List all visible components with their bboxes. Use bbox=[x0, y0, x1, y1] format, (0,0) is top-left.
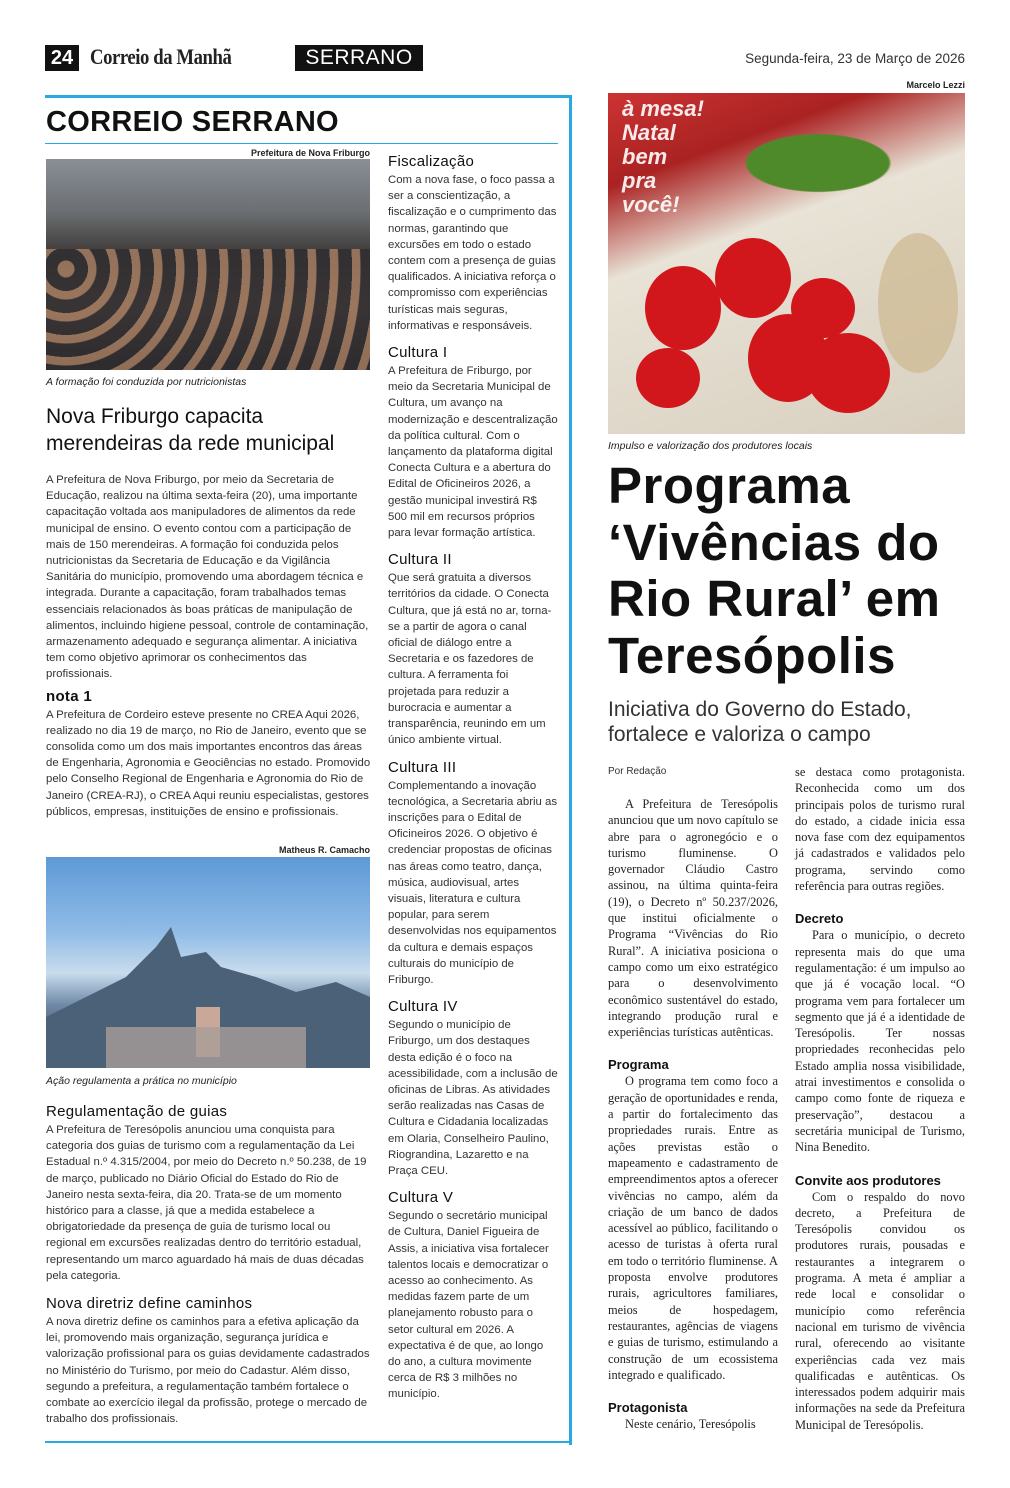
photo-strawberries bbox=[608, 93, 965, 434]
note-text: Segundo o secretário municipal de Cultura, Daniel Figueira de Assis, a iniciativa visa fortalecer talentos locais e democratizar o acesso ao conhecimento. As medidas fazem parte de um planejamento robusto para o setor cultural em 2026. A expectativa é de que, ao longo do ano, a cultura movimente cerca de R$ 3 milhões no município. bbox=[388, 1210, 549, 1401]
kicker-divider bbox=[45, 143, 558, 144]
note-text: Com a nova fase, o foco passa a ser a conscientização, a fiscalização e o cumprimento das normas, garantindo que excursões em todo o estado contem com a presença de guias qualificados. A iniciativa reforça o compromisso com experiências turísticas mais seguras, informativas e responsáveis. bbox=[388, 174, 557, 332]
note-title: nota 1 bbox=[46, 687, 92, 705]
photo-mountain-city bbox=[46, 857, 370, 1068]
photo-training-audience bbox=[46, 159, 370, 370]
subheading: Regulamentação de guias bbox=[46, 1103, 228, 1120]
note-text: Complementando a inovação tecnológica, a Secretaria abriu as inscrições para o Edital de Oficineiros 2026. O objetivo é credenciar propostas de oficinas nas áreas como teatro, dança, música, audiovisual, artes visuais, literatura e cultura popular, para serem desenvolvidas nos equipamentos da cultura e demais espaços culturais do município de Friburgo. bbox=[388, 779, 558, 986]
note-heading: Cultura III bbox=[388, 758, 457, 776]
issue-date: Segunda-feira, 23 de Março de 2026 bbox=[745, 51, 965, 66]
notes-column bbox=[388, 152, 558, 1403]
byline: Por Redação bbox=[608, 766, 667, 777]
paragraph: Neste cenário, Teresópolis bbox=[625, 1417, 756, 1432]
note-heading: Cultura II bbox=[388, 551, 452, 569]
section-label: SERRANO bbox=[295, 45, 423, 71]
photo-caption: A formação foi conduzida por nutricionistas bbox=[46, 376, 247, 388]
article-title: Nova Friburgo capacita merendeiras da rede municipal bbox=[46, 405, 335, 455]
photo-credit: Matheus R. Camacho bbox=[278, 845, 370, 855]
section-rule-bottom bbox=[45, 1441, 572, 1443]
article-regulation bbox=[46, 1096, 371, 1427]
note-heading: Fiscalização bbox=[388, 153, 475, 170]
section-rule-right bbox=[569, 95, 572, 1445]
newspaper-logo: Correio da Manhã bbox=[90, 44, 232, 69]
note-text: Segundo o município de Friburgo, um dos destaques desta edição é o foco na acessibilidade, com a inclusão de oficinas de Libras. As atividades serão realizadas nas Casas de Cultura e Cidadania localizadas em Olaria, Conselheiro Paulino, Riograndina, Lazaretto e na Praça CEU. bbox=[388, 1019, 558, 1177]
photo-credit: Prefeitura de Nova Friburgo bbox=[250, 148, 370, 158]
photo-sign-text: à mesa! Natal bem pra você! bbox=[622, 96, 704, 217]
paragraph: O programa tem como foco a geração de oportunidades e renda, a partir do fortalecimento das propriedades rurais. Entre as ações previstas estão o mapeamento e cadastramento de empreendimentos aptos a oferecer vivências no campo, além da criação de um banco de dados acessível ao público, facilitando o acesso de turistas à oferta rural em todo o território fluminense. A proposta envolve produtores rurais, agricultores familiares, meios de hospedagem, restaurantes, agências de viagens e guias de turismo, estimulando a construção de um ecossistema integrado e qualificado. bbox=[608, 1074, 778, 1382]
headline: Programa ‘Vivências do Rio Rural’ em Teresópolis bbox=[608, 457, 941, 684]
article-column-1 bbox=[608, 796, 778, 1432]
strawberries-graphic bbox=[608, 93, 965, 434]
section-kicker: CORREIO SERRANO bbox=[46, 106, 339, 138]
page-number: 24 bbox=[45, 45, 79, 71]
note-text: Que será gratuita a diversos territórios da cidade. O Conecta Cultura, que já está no ar, torna-se a partir de agora o canal oficial de diálogo entre a Secretaria e os fazedores de cultura. A ferramenta foi projetada para reduzir a burocracia e aumentar a transparência, reunindo em um único ambiente virtual. bbox=[388, 572, 552, 747]
photo-caption: Ação regulamenta a prática no município bbox=[46, 1075, 237, 1087]
article-text: A nova diretriz define os caminhos para a efetiva aplicação da lei, promovendo mais organização, segurança jurídica e valorização profissional para os guias devidamente cadastrados no Ministério do Turismo, por meio do Cadastur. Além disso, segundo a prefeitura, a regulamentação também fortalece o combate ao exercício ilegal da profissão, protege o mercado de trabalho dos profissionais. bbox=[46, 1316, 370, 1426]
note-text: A Prefeitura de Cordeiro esteve presente no CREA Aqui 2026, realizado no dia 19 de março, no Rio de Janeiro, evento que se consolida como um dos mais importantes encontros das áreas de Engenharia, Agronomia e Geociências no estado. Promovido pelo Conselho Regional de Engenharia e Agronomia do Rio de Janeiro (CREA-RJ), o CREA Aqui reuniu especialistas, gestores públicos, empresas, instituições de ensino e profissionais. bbox=[46, 708, 371, 818]
subheading: Programa bbox=[608, 1057, 669, 1073]
photo-caption: Impulso e valorização dos produtores locais bbox=[608, 440, 813, 452]
paragraph: se destaca como protagonista. Reconhecida como um dos principais polos de turismo rural do estado, a cidade inicia essa nova fase com dez equipamentos já cadastrados e validados pelo programa, servindo como referência para outras regiões. bbox=[795, 765, 965, 894]
article-text: A Prefeitura de Teresópolis anunciou uma conquista para categoria dos guias de turismo com a regulamentação da Lei Estadual n.º 4.315/2004, por meio do Decreto n.º 50.238, de 19 de março, publicado no Diário Oficial do Estado do Rio de Janeiro nesta sexta-feira, dia 20. Trata-se de um momento histórico para a classe, já que a medida estabelece a obrigatoriedade da presença de guia de turismo local ou regional em excursões realizadas dentro do território estadual, representando um marco aguardado há mais de duas décadas pela categoria. bbox=[46, 1124, 367, 1282]
note-heading: Cultura IV bbox=[388, 998, 458, 1016]
paragraph: A Prefeitura de Teresópolis anunciou que um novo capítulo se abre para o agronegócio e o turismo fluminense. O governador Cláudio Castro assinou, na última quinta-feira (19), o Decreto nº 50.237/2026, que institui oficialmente o Programa “Vivências do Rio Rural”. A iniciativa posiciona o campo como um eixo estratégico para o desenvolvimento econômico sustentável do estado, integrando produção rural e experiências turísticas autênticas. bbox=[608, 797, 778, 1040]
section-rule-top bbox=[45, 95, 572, 98]
article-text: A Prefeitura de Nova Friburgo, por meio da Secretaria de Educação, realizou na última sexta-feira (20), uma importante capacitação voltada aos manipuladores de alimentos da rede municipal de ensino. O evento contou com a participação de mais de 150 merendeiras. A formação foi conduzida pelos nutricionistas da Secretaria de Educação e da Vigilância Sanitária do município, promovendo uma abordagem técnica e integrada. Durante a capacitação, foram trabalhados temas essenciais relacionados às boas práticas de manipulação de alimentos, incluindo higiene pessoal, controle de contaminação, armazenamento adequado e segurança alimentar. A iniciativa tem como objetivo aprimorar os conhecimentos das profissionais. bbox=[46, 474, 369, 681]
paragraph: Com o respaldo do novo decreto, a Prefeitura de Teresópolis convidou os produtores rurais, pousadas e restaurantes a integrarem o programa. A meta é ampliar a rede local e consolidar o município como referência nacional em turismo de vivência rural, oferecendo ao visitante experiências cada vez mais qualificadas e autênticas. Os interessados podem adquirir mais informações na sede da Prefeitura Municipal de Teresópolis. bbox=[795, 1189, 965, 1432]
subheadline: Iniciativa do Governo do Estado, fortalece e valoriza o campo bbox=[608, 698, 912, 746]
mountain-silhouette bbox=[46, 857, 370, 1068]
subheading: Nova diretriz define caminhos bbox=[46, 1295, 253, 1313]
photo-credit: Marcelo Lezzi bbox=[906, 80, 965, 90]
note-heading: Cultura I bbox=[388, 344, 448, 362]
subheading: Convite aos produtores bbox=[795, 1172, 941, 1188]
note-heading: Cultura V bbox=[388, 1189, 454, 1207]
subheading: Decreto bbox=[795, 911, 844, 927]
paragraph: Para o município, o decreto representa mais do que uma regulamentação: é um impulso ao que já é vocação local. “O programa vem para fortalecer um segmento que já é a identidade de Teresópolis. Ter nossas propriedades reconhecidas pelo Estado amplia nossa visibilidade, atrai investimentos e consolida o campo como fonte de riqueza e preservação”, destacou a secretária municipal de Turismo, Nina Benedito. bbox=[795, 928, 965, 1155]
note-text: A Prefeitura de Friburgo, por meio da Secretaria Municipal de Cultura, um avanço na modernização e descentralização da política cultural. Com o lançamento da plataforma digital Conecta Cultura e a abertura do Edital de Oficineiros 2026, a gestão municipal investirá R$ 500 mil em recursos próprios para levar formação artística. bbox=[388, 365, 558, 540]
subheading: Protagonista bbox=[608, 1400, 688, 1416]
article-column-2 bbox=[795, 764, 965, 1433]
article-body bbox=[46, 472, 371, 820]
